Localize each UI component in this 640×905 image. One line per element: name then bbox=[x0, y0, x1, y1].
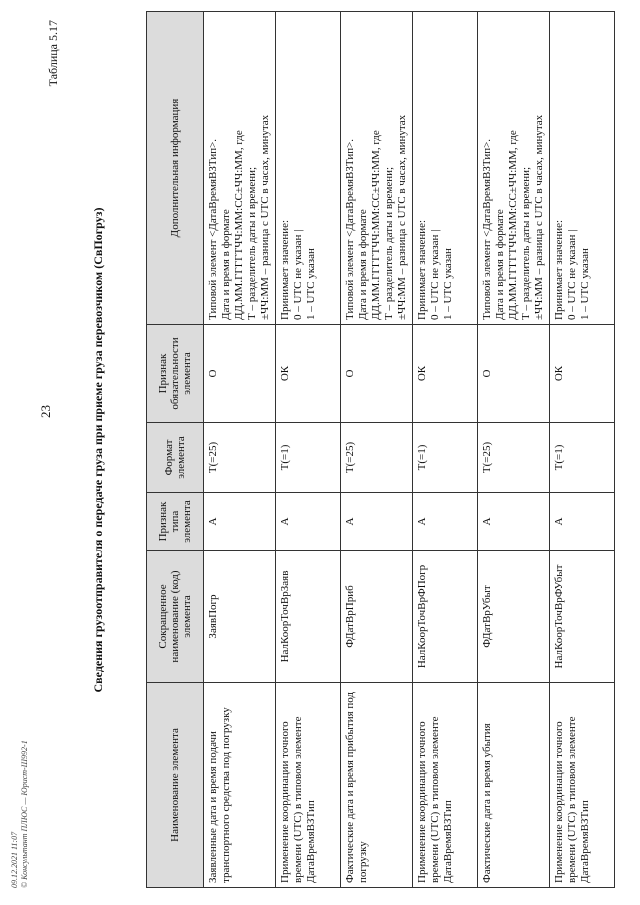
cell-format: T(=25) bbox=[478, 423, 550, 493]
cell-format: T(=25) bbox=[204, 423, 276, 493]
info-line: Принимает значение: bbox=[279, 219, 291, 320]
column-header-format: Формат элемента bbox=[147, 423, 204, 493]
info-line: Типовой элемент <ДатаВремяВЗТип>. bbox=[344, 138, 356, 320]
footer-source: © Консультант ПЛЮС — Юрист-Ш992-1 bbox=[20, 740, 29, 888]
footer-date: 09.12.2021 11:07 bbox=[10, 831, 19, 888]
cell-name: Заявленные дата и время подачи транспортного средства под погрузку bbox=[204, 683, 276, 888]
cell-code: ФДатВрПриб bbox=[341, 551, 413, 683]
cell-name: Фактические дата и время убытия bbox=[478, 683, 550, 888]
cell-type: А bbox=[341, 493, 413, 551]
cell-format: T(=1) bbox=[550, 423, 615, 493]
cell-name: Фактические дата и время прибытия под погрузку bbox=[341, 683, 413, 888]
info-line: 1 – UTC указан bbox=[579, 248, 591, 320]
cell-info bbox=[413, 12, 478, 325]
cell-type: А bbox=[276, 493, 341, 551]
column-header-required: Признак обязательности элемента bbox=[147, 325, 204, 423]
info-line: ДД.ММ.ГГГГТЧЧ:ММ:СС±ЧЧ:ММ, где bbox=[507, 130, 519, 320]
info-line: 1 – UTC указан bbox=[305, 248, 317, 320]
cell-required: ОК bbox=[276, 325, 341, 423]
info-line: ДД.ММ.ГГГГТЧЧ:ММ:СС±ЧЧ:ММ, где bbox=[233, 130, 245, 320]
info-line: 1 – UTC указан bbox=[442, 248, 454, 320]
info-line: Т – разделитель даты и времени; bbox=[383, 166, 395, 320]
info-line: 0 – UTC не указан | bbox=[429, 229, 441, 320]
cell-type: А bbox=[478, 493, 550, 551]
cell-code: ЗаявПогр bbox=[204, 551, 276, 683]
info-line: Т – разделитель даты и времени; bbox=[520, 166, 532, 320]
column-header-type: Признак типа элемента bbox=[147, 493, 204, 551]
column-header-code: Сокращенное наименование (код) элемента bbox=[147, 551, 204, 683]
info-line: Принимает значение: bbox=[416, 219, 428, 320]
cell-type: А bbox=[204, 493, 276, 551]
cell-required: ОК bbox=[550, 325, 615, 423]
column-header-name: Наименование элемента bbox=[147, 683, 204, 888]
rotated-table-block bbox=[46, 12, 591, 888]
table-row bbox=[413, 12, 478, 888]
cell-required: О bbox=[341, 325, 413, 423]
info-line: Принимает значение: bbox=[553, 219, 565, 320]
cell-info bbox=[204, 12, 276, 325]
cell-required: О bbox=[204, 325, 276, 423]
table-row bbox=[204, 12, 276, 888]
cell-format: T(=25) bbox=[341, 423, 413, 493]
cell-name: Применение координации точного времени (UTC) в типовом элементе ДатаВремяВЗТип bbox=[550, 683, 615, 888]
table-row bbox=[550, 12, 615, 888]
cell-code: НалКоорТочВрФУбыт bbox=[550, 551, 615, 683]
page-number: 23 bbox=[38, 405, 53, 418]
info-line: ±ЧЧ:ММ – разница с UTC в часах, минутах bbox=[533, 114, 545, 320]
table-row bbox=[276, 12, 341, 888]
info-line: Т – разделитель даты и времени; bbox=[246, 166, 258, 320]
document-footer-stamp bbox=[10, 740, 30, 888]
cell-info bbox=[550, 12, 615, 325]
info-line: ДД.ММ.ГГГГТЧЧ:ММ:СС±ЧЧ:ММ, где bbox=[370, 130, 382, 320]
cell-format: T(=1) bbox=[413, 423, 478, 493]
cell-name: Применение координации точного времени (UTC) в типовом элементе ДатаВремяВЗТип bbox=[276, 683, 341, 888]
info-line: 0 – UTC не указан | bbox=[566, 229, 578, 320]
info-line: Дата и время в формате bbox=[220, 209, 232, 320]
cell-format: T(=1) bbox=[276, 423, 341, 493]
table-row bbox=[478, 12, 550, 888]
cell-name: Применение координации точного времени (UTC) в типовом элементе ДатаВремяВЗТип bbox=[413, 683, 478, 888]
info-line: Дата и время в формате bbox=[357, 209, 369, 320]
info-line: Дата и время в формате bbox=[494, 209, 506, 320]
table-title: Сведения грузоотправителя о передаче груза при приеме груза перевозчиком (СвПогруз) bbox=[91, 207, 105, 693]
column-header-info: Дополнительная информация bbox=[147, 12, 204, 325]
cell-info bbox=[276, 12, 341, 325]
data-table bbox=[146, 11, 615, 888]
info-line: ±ЧЧ:ММ – разница с UTC в часах, минутах bbox=[259, 114, 271, 320]
info-line: Типовой элемент <ДатаВремяВЗТип>. bbox=[207, 138, 219, 320]
table-label: Таблица 5.17 bbox=[46, 20, 60, 87]
table-header-row bbox=[147, 12, 204, 888]
cell-required: ОК bbox=[413, 325, 478, 423]
cell-required: О bbox=[478, 325, 550, 423]
cell-code: ФДатВрУбыт bbox=[478, 551, 550, 683]
info-line: 0 – UTC не указан | bbox=[292, 229, 304, 320]
cell-type: А bbox=[550, 493, 615, 551]
info-line: ±ЧЧ:ММ – разница с UTC в часах, минутах bbox=[396, 114, 408, 320]
cell-code: НалКоорТочВрЗаяв bbox=[276, 551, 341, 683]
cell-code: НалКоорТочВрФПогр bbox=[413, 551, 478, 683]
cell-info bbox=[341, 12, 413, 325]
table-row bbox=[341, 12, 413, 888]
cell-type: А bbox=[413, 493, 478, 551]
cell-info bbox=[478, 12, 550, 325]
info-line: Типовой элемент <ДатаВремяВЗТип>. bbox=[481, 138, 493, 320]
